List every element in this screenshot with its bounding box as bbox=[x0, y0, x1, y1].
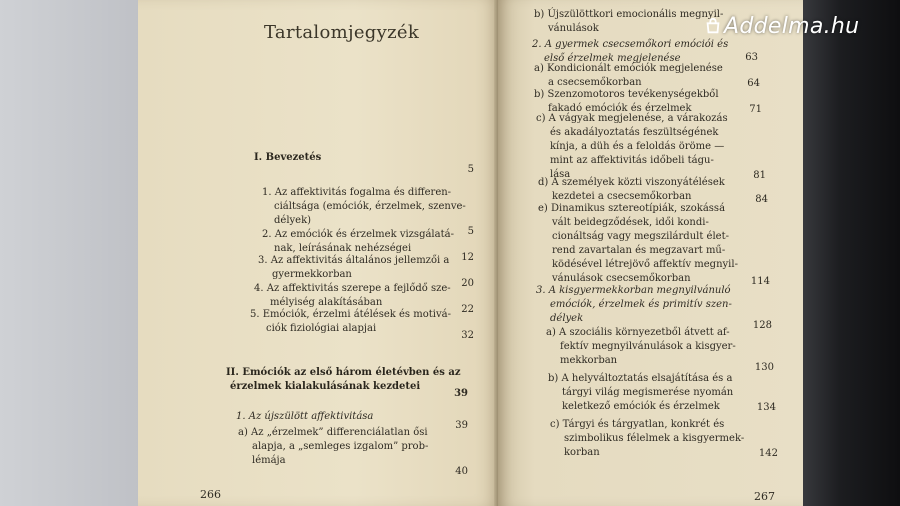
section-1-page: 5 bbox=[467, 164, 474, 175]
toc-item-4-page: 22 bbox=[461, 304, 474, 315]
toc-line: délyek) bbox=[274, 215, 312, 226]
toc-entry-page: 84 bbox=[755, 194, 768, 205]
toc-line: cionáltság vagy megszilárdult élet- bbox=[552, 231, 729, 242]
page-number-right: 267 bbox=[754, 490, 775, 503]
toc-line: tárgyi világ megismerése nyomán bbox=[562, 387, 734, 398]
section-2-line: érzelmek kialakulásának kezdetei bbox=[230, 381, 421, 392]
toc-entry-page: 134 bbox=[756, 402, 776, 413]
left-page bbox=[138, 0, 498, 506]
toc-item-3-page: 20 bbox=[461, 278, 474, 289]
toc-line: vánulások csecsemőkorban bbox=[552, 273, 691, 284]
toc-line: 1. Az affektivitás fogalma és differen- bbox=[262, 187, 452, 198]
toc-entry bbox=[536, 284, 732, 326]
toc-line: mint az affektivitás időbeli tágu- bbox=[550, 155, 714, 166]
watermark-text: Addelma.hu bbox=[724, 14, 860, 39]
toc-entry-page: 63 bbox=[745, 52, 758, 63]
toc-line: szimbolikus félelmek a kisgyermek- bbox=[564, 433, 745, 444]
toc-entry bbox=[546, 326, 736, 368]
toc-line: korban bbox=[564, 447, 600, 458]
toc-line: b) Újszülöttkori emocionális megnyil- bbox=[534, 9, 724, 20]
section-2-heading bbox=[226, 366, 461, 394]
toc-entry-page: 130 bbox=[754, 362, 774, 373]
toc-item-2 bbox=[262, 228, 454, 256]
toc-line: 4. Az affektivitás szerepe a fejlődő sze- bbox=[254, 283, 451, 294]
section-2-line: II. Emóciók az első három életévben és az bbox=[226, 367, 461, 378]
toc-line: ködésével létrejövő affektív megnyil- bbox=[552, 259, 738, 270]
toc-entry bbox=[534, 62, 723, 90]
toc-line: alapja, a „semleges izgalom” prob- bbox=[252, 441, 429, 452]
toc-line: emóciók, érzelmek és primitív szen- bbox=[550, 299, 732, 310]
toc-line: fakadó emóciók és érzelmek bbox=[548, 103, 692, 114]
toc-line: ciáltsága (emóciók, érzelmek, szenve- bbox=[274, 201, 466, 212]
section-1-heading: I. Bevezetés bbox=[254, 152, 322, 163]
toc-line: vált beidegződések, idői kondi- bbox=[552, 217, 709, 228]
toc-entry-page: 71 bbox=[749, 104, 762, 115]
toc-line: ciók fiziológiai alapjai bbox=[266, 323, 377, 334]
toc-line: kezdetei a csecsemőkorban bbox=[552, 191, 692, 202]
toc-line: c) Tárgyi és tárgyatlan, konkrét és bbox=[550, 419, 725, 430]
toc-title: Tartalomjegyzék bbox=[264, 22, 420, 43]
toc-line: 2. Az emóciók és érzelmek vizsgálatá- bbox=[262, 229, 454, 240]
toc-line: e) Dinamikus sztereotípiák, szokássá bbox=[538, 203, 726, 214]
toc-entry bbox=[534, 8, 723, 36]
toc-item-5-page: 32 bbox=[461, 330, 474, 341]
toc-line: a csecsemőkorban bbox=[548, 77, 642, 88]
bag-icon bbox=[704, 17, 722, 35]
page-number-left: 266 bbox=[200, 488, 221, 501]
toc-entry bbox=[538, 176, 725, 204]
toc-line: keletkező emóciók és érzelmek bbox=[562, 401, 720, 412]
toc-line: a) Az „érzelmek” differenciálatlan ősi bbox=[238, 427, 428, 438]
toc-line: mekkorban bbox=[560, 355, 618, 366]
toc-entry-page: 64 bbox=[747, 78, 760, 89]
toc-line: lása bbox=[550, 169, 571, 180]
section-2-page: 39 bbox=[454, 388, 468, 399]
toc-entry-page: 142 bbox=[758, 448, 778, 459]
toc-line: fektív megnyilvánulások a kisgyer- bbox=[560, 341, 736, 352]
toc-line: lémája bbox=[252, 455, 286, 466]
subsection-1-page: 39 bbox=[455, 420, 468, 431]
toc-entry-page: 114 bbox=[750, 276, 770, 287]
toc-line: kínja, a düh és a feloldás öröme — bbox=[550, 141, 725, 152]
toc-entry bbox=[538, 202, 738, 286]
toc-line: a) A szociális környezetből átvett af- bbox=[546, 327, 730, 338]
toc-line: 3. A kisgyermekkorban megnyilvánuló bbox=[536, 285, 731, 296]
toc-entry bbox=[550, 418, 744, 460]
toc-item-3 bbox=[258, 254, 449, 282]
toc-line: mélyiség alakításában bbox=[270, 297, 383, 308]
toc-line: délyek bbox=[550, 313, 584, 324]
toc-line: 2. A gyermek csecsemőkori emóciói és bbox=[532, 39, 729, 50]
toc-entry bbox=[548, 372, 733, 414]
toc-line: 5. Emóciók, érzelmi átélések és motivá- bbox=[250, 309, 451, 320]
toc-line: a) Kondicionált emóciók megjelenése bbox=[534, 63, 723, 74]
toc-line: vánulások bbox=[548, 23, 599, 34]
toc-entry-page: 128 bbox=[752, 320, 772, 331]
toc-line: és akadályoztatás feszültségének bbox=[550, 127, 719, 138]
toc-line: c) A vágyak megjelenése, a várakozás bbox=[536, 113, 728, 124]
dark-background bbox=[800, 0, 900, 506]
toc-entry-page: 81 bbox=[753, 170, 766, 181]
toc-line: b) Szenzomotoros tevékenységekből bbox=[534, 89, 719, 100]
toc-item-5 bbox=[250, 308, 451, 336]
watermark bbox=[704, 14, 859, 39]
toc-item-1 bbox=[262, 186, 466, 228]
toc-line: nak, leírásának nehézségei bbox=[274, 243, 412, 254]
toc-item-4 bbox=[254, 282, 451, 310]
subsection-1a-page: 40 bbox=[455, 466, 468, 477]
background-surface bbox=[0, 0, 140, 506]
toc-item-1-page: 5 bbox=[467, 226, 474, 237]
toc-line: rend zavartalan és megzavart mű- bbox=[552, 245, 726, 256]
toc-line: 3. Az affektivitás általános jellemzői a bbox=[258, 255, 450, 266]
toc-item-2-page: 12 bbox=[461, 252, 474, 263]
subsection-1: 1. Az újszülött affektivitása bbox=[236, 411, 374, 422]
toc-line: gyermekkorban bbox=[272, 269, 352, 280]
toc-line: b) A helyváltoztatás elsajátítása és a bbox=[548, 373, 733, 384]
right-page bbox=[498, 0, 803, 506]
toc-line: d) A személyek közti viszonyátélések bbox=[538, 177, 725, 188]
subsection-1a bbox=[238, 426, 428, 468]
toc-entry bbox=[536, 112, 728, 182]
toc-line: első érzelmek megjelenése bbox=[544, 53, 681, 64]
